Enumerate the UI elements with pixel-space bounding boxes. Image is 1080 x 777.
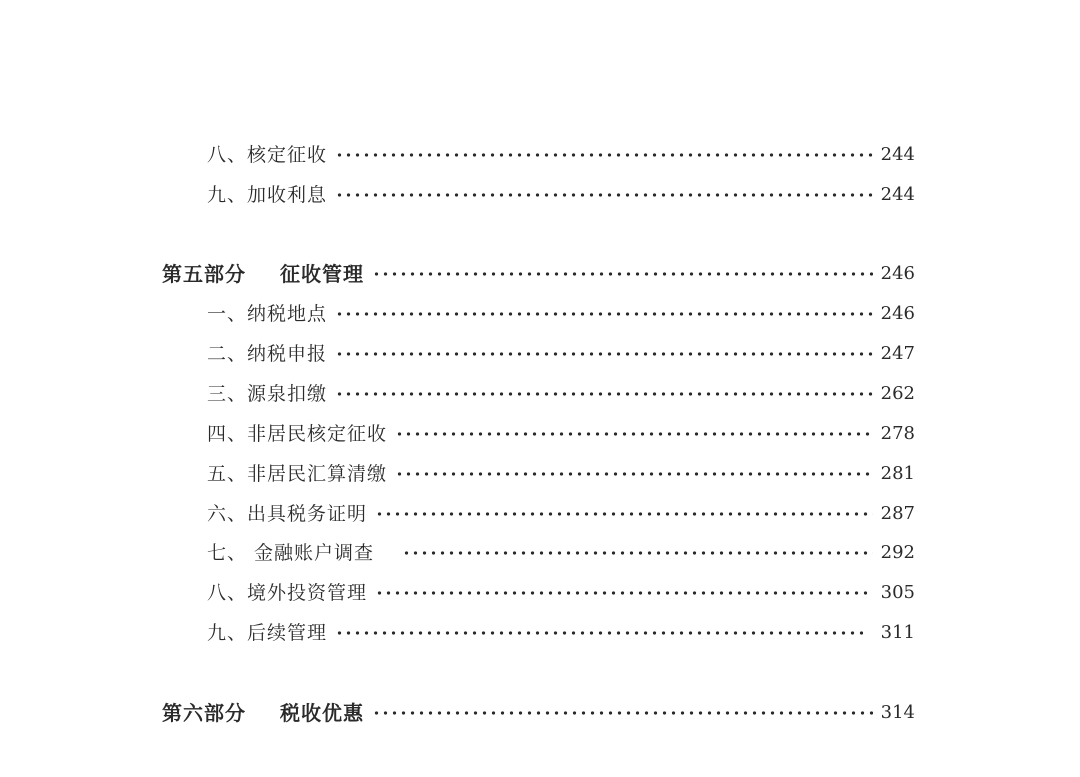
dot-leader: [335, 392, 873, 396]
toc-part-heading[interactable]: [162, 259, 915, 289]
dot-leader: [335, 153, 873, 157]
toc-entry-label: 一、纳税地点: [207, 303, 328, 325]
toc-entry-page: 247: [880, 343, 915, 364]
toc-entry[interactable]: [207, 499, 915, 529]
toc-entry[interactable]: [207, 339, 915, 369]
toc-entry[interactable]: [207, 459, 915, 489]
toc-entry-label: 二、纳税申报: [207, 343, 328, 365]
toc-entry-page: 292: [880, 542, 915, 563]
toc-entry-page: 244: [880, 184, 915, 205]
toc-entry[interactable]: [207, 618, 915, 648]
toc-entry-label: 九、后续管理: [207, 622, 328, 644]
toc-entry[interactable]: [207, 419, 915, 449]
dot-leader: [372, 711, 873, 715]
dot-leader: [335, 312, 873, 316]
toc-entry[interactable]: [207, 379, 915, 409]
toc-entry-page: 287: [880, 503, 915, 524]
toc-entry-page: 246: [880, 263, 915, 284]
part-number: 第五部分: [162, 262, 246, 286]
toc-entry-label: 八、境外投资管理: [207, 582, 368, 604]
toc-entry-page: 246: [880, 303, 915, 324]
part-title: 税收优惠: [280, 701, 364, 725]
toc-entry-page: 311: [880, 622, 915, 643]
toc-entry[interactable]: [207, 180, 915, 210]
toc-entry-page: 262: [880, 383, 915, 404]
toc-entry[interactable]: [207, 538, 915, 568]
toc-part-heading[interactable]: [162, 698, 915, 728]
toc-entry-label: 五、非居民汇算清缴: [207, 463, 388, 485]
toc-entry-page: 244: [880, 144, 915, 165]
toc-entry-label: 六、出具税务证明: [207, 503, 368, 525]
toc-entry-page: 278: [880, 423, 915, 444]
dot-leader: [375, 512, 873, 516]
dot-leader: [335, 352, 873, 356]
toc-entry-page: 281: [880, 463, 915, 484]
dot-leader: [375, 591, 867, 595]
toc-entry[interactable]: [207, 578, 915, 608]
dot-leader: [395, 472, 873, 476]
toc-entry[interactable]: [207, 140, 915, 170]
toc-part-label: [162, 698, 364, 728]
dot-leader: [395, 432, 873, 436]
toc-entry-page: 314: [880, 702, 915, 723]
toc-entry-label: 四、非居民核定征收: [207, 423, 388, 445]
dot-leader: [335, 193, 873, 197]
toc-entry-label: 七、 金融账户调查: [207, 542, 375, 564]
part-title: 征收管理: [280, 262, 364, 286]
dot-leader: [402, 551, 873, 555]
dot-leader: [372, 272, 873, 276]
dot-leader: [335, 631, 863, 635]
toc-entry-page: 305: [880, 582, 915, 603]
toc-part-label: [162, 259, 364, 289]
toc-entry-label: 八、核定征收: [207, 144, 328, 166]
toc-entry-label: 九、加收利息: [207, 184, 328, 206]
part-number: 第六部分: [162, 701, 246, 725]
toc-entry[interactable]: [207, 299, 915, 329]
toc-entry-label: 三、源泉扣缴: [207, 383, 328, 405]
